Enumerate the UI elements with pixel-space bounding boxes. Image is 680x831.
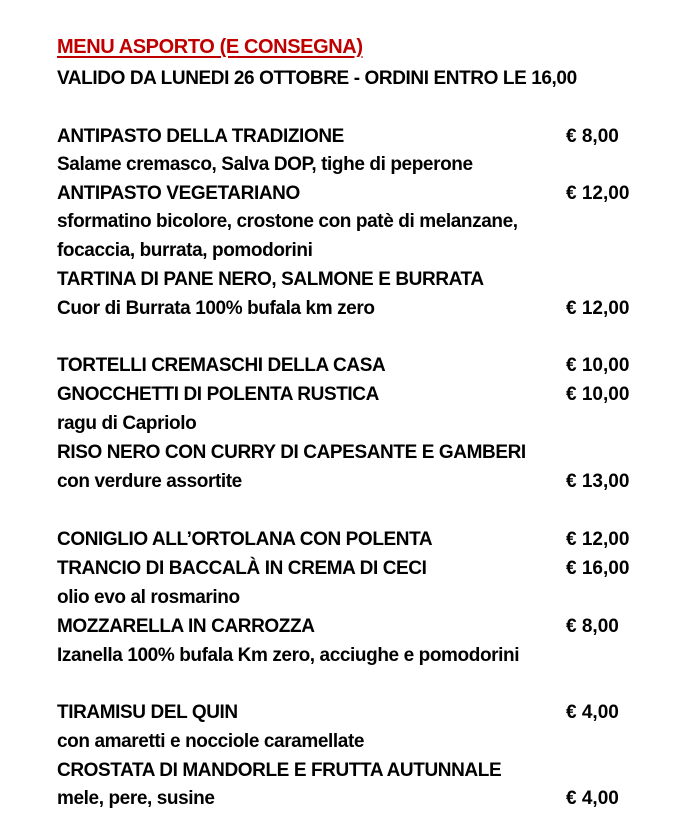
- dish-name: TARTINA DI PANE NERO, SALMONE E BURRATA: [57, 269, 484, 290]
- dish-description: con amaretti e nocciole caramellate: [57, 731, 365, 752]
- dish-description: ragu di Capriolo: [57, 413, 197, 434]
- dish-description: Salame cremasco, Salva DOP, tighe di peperone: [57, 154, 473, 175]
- dish-price: € 8,00: [566, 616, 619, 637]
- dish-price: € 12,00: [566, 529, 630, 550]
- dish-description: sformatino bicolore, crostone con patè di melanzane,: [57, 211, 518, 232]
- dish-price: € 10,00: [566, 384, 630, 405]
- dish-name: CONIGLIO ALL’ORTOLANA CON POLENTA: [57, 529, 433, 550]
- dish-name: ANTIPASTO DELLA TRADIZIONE: [57, 126, 344, 147]
- dish-price: € 4,00: [566, 788, 619, 809]
- dish-description: con verdure assortite: [57, 471, 242, 492]
- dish-price: € 16,00: [566, 558, 630, 579]
- dish-description: focaccia, burrata, pomodorini: [57, 240, 313, 261]
- dish-name: TIRAMISU DEL QUIN: [57, 702, 238, 723]
- menu-validity-note: VALIDO DA LUNEDI 26 OTTOBRE - ORDINI ENTRO LE 16,00: [57, 68, 577, 89]
- dish-name: CROSTATA DI MANDORLE E FRUTTA AUTUNNALE: [57, 760, 502, 781]
- dish-price: € 12,00: [566, 183, 630, 204]
- dish-price: € 8,00: [566, 126, 619, 147]
- dish-name: TORTELLI CREMASCHI DELLA CASA: [57, 355, 386, 376]
- dish-description: Izanella 100% bufala Km zero, acciughe e pomodorini: [57, 645, 520, 666]
- dish-name: GNOCCHETTI DI POLENTA RUSTICA: [57, 384, 379, 405]
- dish-description: olio evo al rosmarino: [57, 587, 240, 608]
- dish-description: Cuor di Burrata 100% bufala km zero: [57, 298, 375, 319]
- dish-name: MOZZARELLA IN CARROZZA: [57, 616, 315, 637]
- dish-name: ANTIPASTO VEGETARIANO: [57, 183, 300, 204]
- dish-price: € 13,00: [566, 471, 630, 492]
- dish-price: € 10,00: [566, 355, 630, 376]
- dish-name: RISO NERO CON CURRY DI CAPESANTE E GAMBERI: [57, 442, 526, 463]
- dish-price: € 4,00: [566, 702, 619, 723]
- menu-title: MENU ASPORTO (E CONSEGNA): [57, 36, 363, 58]
- dish-description: mele, pere, susine: [57, 788, 215, 809]
- dish-name: TRANCIO DI BACCALÀ IN CREMA DI CECI: [57, 558, 427, 579]
- dish-price: € 12,00: [566, 298, 630, 319]
